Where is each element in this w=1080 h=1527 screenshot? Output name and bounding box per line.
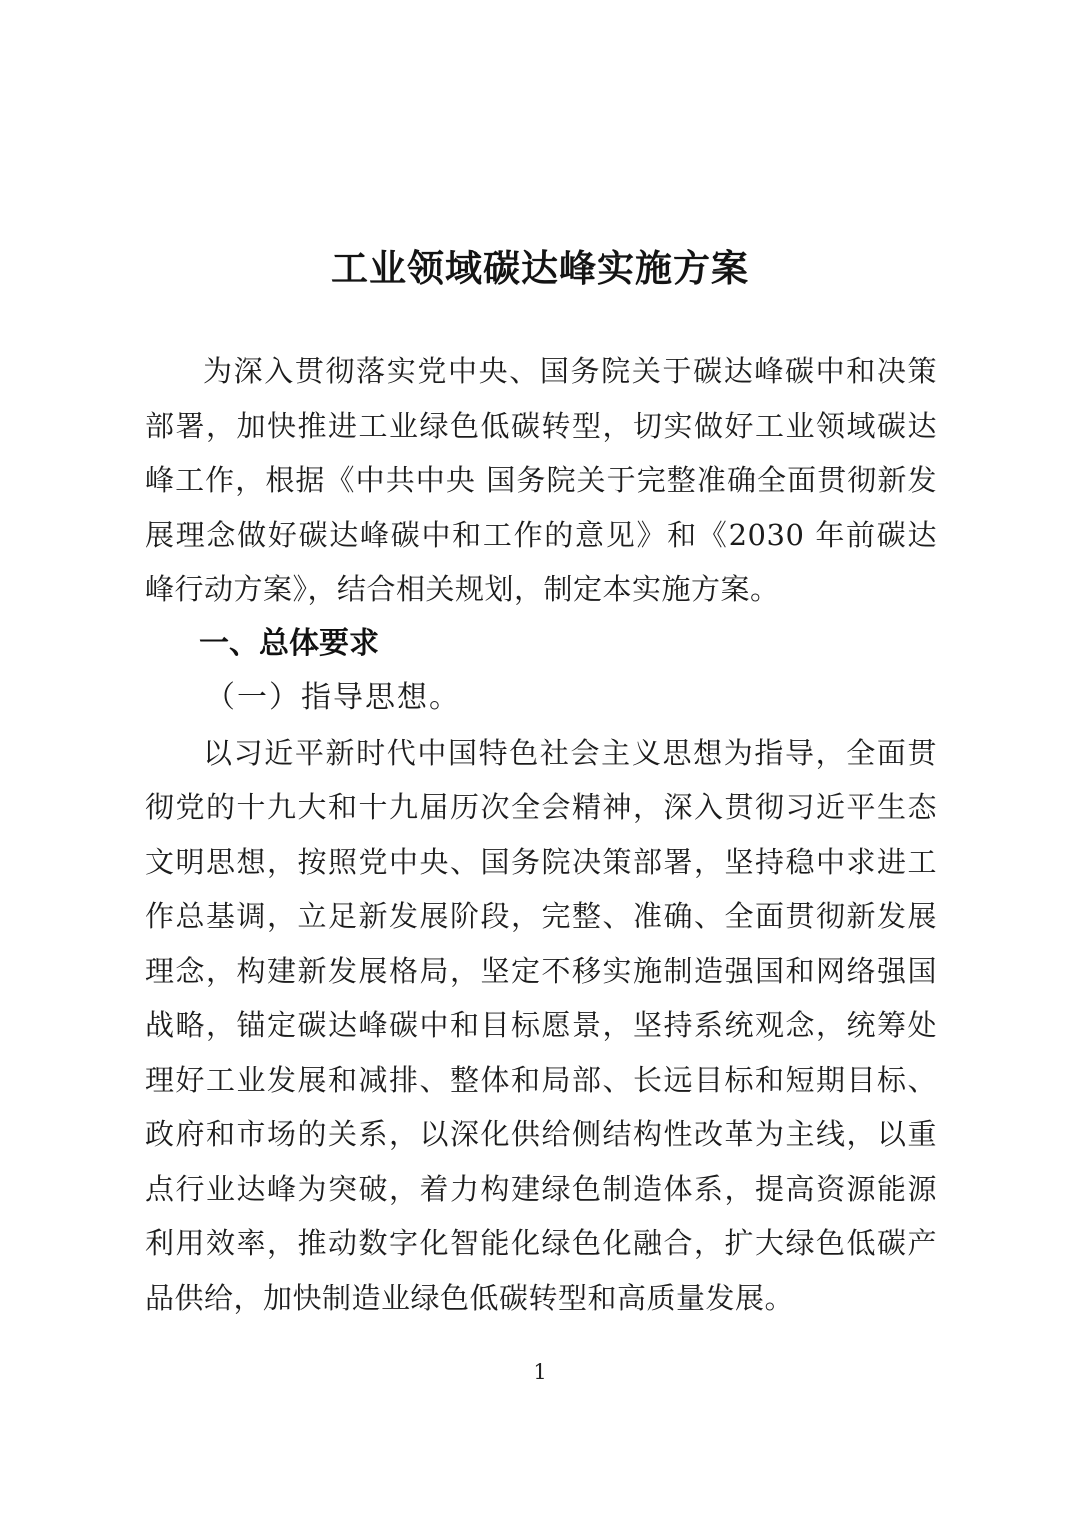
guiding-ideology-paragraph: 以习近平新时代中国特色社会主义思想为指导，全面贯彻党的十九大和十九届历次全会精神，深入贯彻习近平生态文明思想，按照党中央、国务院决策部署，坚持稳中求进工作总基调，立足新发展阶段，完整、准确、全面贯彻新发展理念，构建新发展格局，坚定不移实施制造强国和网络强国战略，锚定碳达峰碳中和目标愿景，坚持系统观念，统筹处理好工业发展和减排、整体和局部、长远目标和短期目标、政府和市场的关系，以深化供给侧结构性改革为主线，以重点行业达峰为突破，着力构建绿色制造体系，提高资源能源利用效率，推动数字化智能化绿色化融合，扩大绿色低碳产品供给，加快制造业绿色低碳转型和高质量发展。 bbox=[145, 735, 937, 1315]
subsection-heading-guiding-ideology: （一）指导思想。 bbox=[205, 680, 461, 715]
page-number: 1 bbox=[533, 1360, 547, 1384]
document-body bbox=[145, 344, 937, 1325]
section-heading-overall-requirements: 一、总体要求 bbox=[199, 625, 379, 661]
intro-paragraph: 为深入贯彻落实党中央、国务院关于碳达峰碳中和决策部署，加快推进工业绿色低碳转型，切实做好工业领域碳达峰工作，根据《中共中央 国务院关于完整准确全面贯彻新发展理念做好碳达峰碳中和工作的意见》和《2030 年前碳达峰行动方案》，结合相关规划，制定本实施方案。 bbox=[145, 354, 937, 606]
document-title: 工业领域碳达峰实施方案 bbox=[331, 246, 749, 290]
